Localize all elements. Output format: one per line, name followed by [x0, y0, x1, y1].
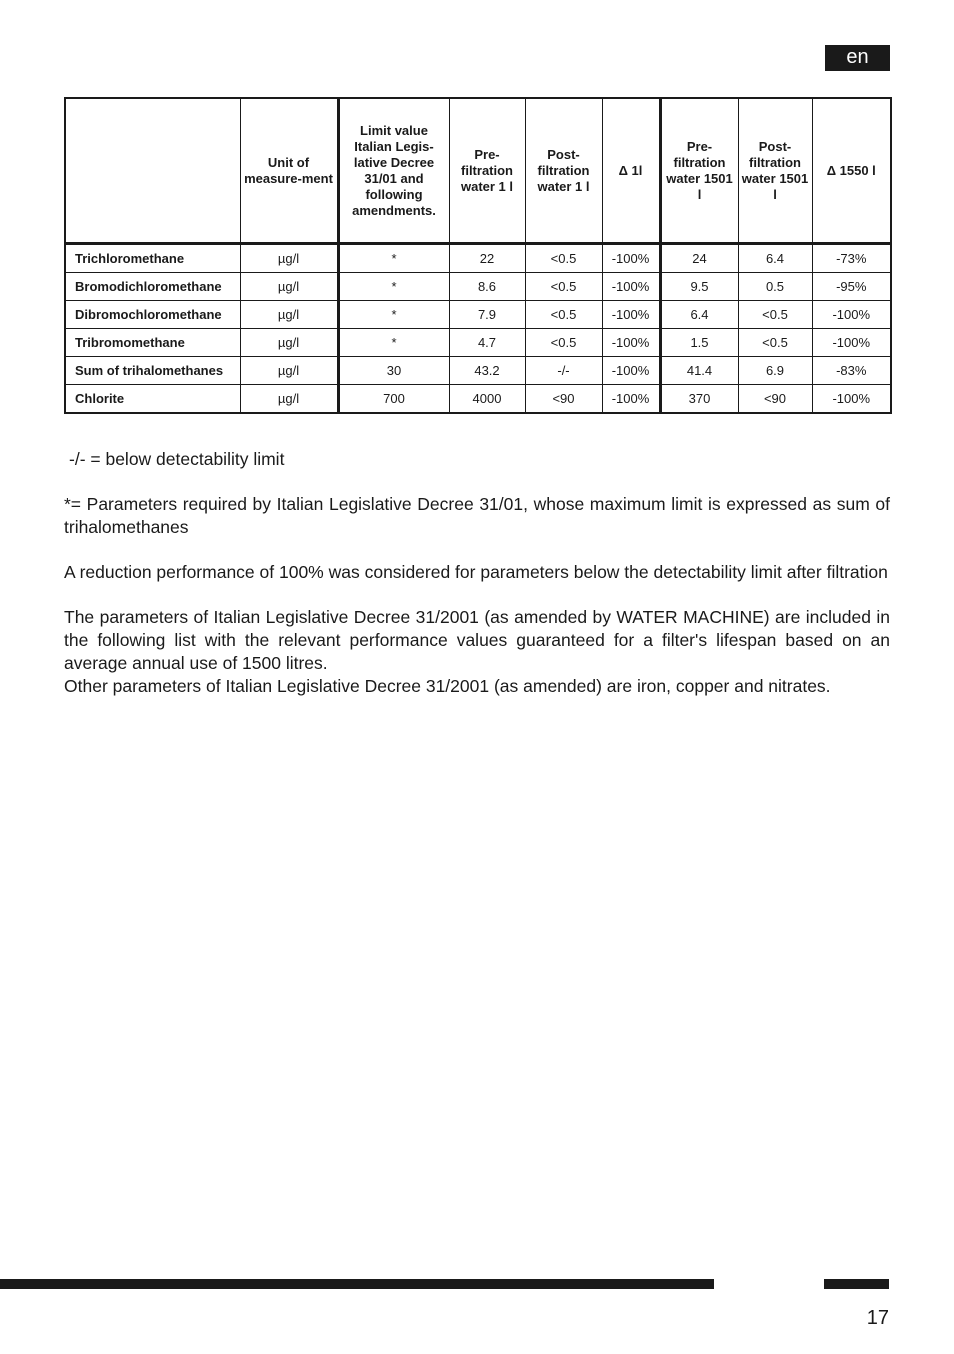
cell-post-1l: <0.5: [525, 329, 602, 357]
cell-pre-1501l: 41.4: [660, 357, 738, 385]
cell-post-1501l: 6.4: [738, 244, 812, 273]
header-post-1l: Post-filtration water 1 l: [525, 98, 602, 244]
language-badge: en: [825, 45, 890, 71]
cell-post-1501l: <90: [738, 385, 812, 414]
page-number: 17: [866, 1307, 889, 1329]
cell-pre-1l: 4000: [449, 385, 525, 414]
cell-pre-1501l: 6.4: [660, 301, 738, 329]
cell-delta-1l: -100%: [602, 273, 660, 301]
header-post-1501l: Post-filtration water 1501 l: [738, 98, 812, 244]
header-pre-1501l: Pre-filtration water 1501 l: [660, 98, 738, 244]
header-delta-1l: Δ 1l: [602, 98, 660, 244]
results-table: [64, 97, 892, 414]
header-delta-1550l: Δ 1550 l: [812, 98, 891, 244]
cell-delta-1550l: -73%: [812, 244, 891, 273]
cell-post-1501l: <0.5: [738, 301, 812, 329]
cell-post-1501l: 0.5: [738, 273, 812, 301]
cell-limit: 30: [338, 357, 449, 385]
cell-pre-1501l: 1.5: [660, 329, 738, 357]
table-row: [65, 244, 891, 273]
cell-post-1l: <0.5: [525, 244, 602, 273]
note-parameters-included: The parameters of Italian Legislative Decree 31/2001 (as amended by WATER MACHINE) are included in the following list with the relevant performance values guaranteed for a filter's lifespan based on an average annual use of 1500 litres.: [64, 607, 890, 673]
cell-delta-1550l: -100%: [812, 385, 891, 414]
cell-delta-1550l: -100%: [812, 301, 891, 329]
cell-delta-1l: -100%: [602, 357, 660, 385]
cell-post-1l: <90: [525, 385, 602, 414]
cell-parameter: Trichloromethane: [65, 244, 240, 273]
note-reduction-performance: A reduction performance of 100% was considered for parameters below the detectability limit after filtration: [64, 562, 888, 582]
header-unit: Unit of measure-ment: [240, 98, 338, 244]
cell-delta-1550l: -100%: [812, 329, 891, 357]
cell-limit: *: [338, 273, 449, 301]
cell-unit: µg/l: [240, 385, 338, 414]
header-parameter: [65, 98, 240, 244]
cell-unit: µg/l: [240, 357, 338, 385]
cell-limit: 700: [338, 385, 449, 414]
cell-parameter: Bromodichloromethane: [65, 273, 240, 301]
cell-unit: µg/l: [240, 244, 338, 273]
cell-post-1501l: 6.9: [738, 357, 812, 385]
cell-pre-1501l: 370: [660, 385, 738, 414]
footer-divider-left: [0, 1279, 714, 1289]
footer-divider-right: [824, 1279, 889, 1289]
cell-pre-1l: 4.7: [449, 329, 525, 357]
note-other-parameters: Other parameters of Italian Legislative Decree 31/2001 (as amended) are iron, copper and nitrates.: [64, 676, 831, 696]
cell-parameter: Chlorite: [65, 385, 240, 414]
cell-pre-1l: 22: [449, 244, 525, 273]
cell-delta-1l: -100%: [602, 385, 660, 414]
note-parameters-required: *= Parameters required by Italian Legislative Decree 31/01, whose maximum limit is expressed as sum of trihalomethanes: [64, 494, 890, 537]
cell-parameter: Dibromochloromethane: [65, 301, 240, 329]
table-row: [65, 273, 891, 301]
cell-post-1501l: <0.5: [738, 329, 812, 357]
cell-parameter: Tribromomethane: [65, 329, 240, 357]
cell-unit: µg/l: [240, 273, 338, 301]
cell-limit: *: [338, 244, 449, 273]
cell-pre-1501l: 9.5: [660, 273, 738, 301]
header-limit-value: Limit value Italian Legis-lative Decree 31/01 and following amendments.: [338, 98, 449, 244]
cell-parameter: Sum of trihalomethanes: [65, 357, 240, 385]
cell-pre-1l: 8.6: [449, 273, 525, 301]
table-header-row: [65, 98, 891, 244]
cell-delta-1550l: -95%: [812, 273, 891, 301]
cell-post-1l: -/-: [525, 357, 602, 385]
cell-limit: *: [338, 301, 449, 329]
cell-pre-1l: 43.2: [449, 357, 525, 385]
cell-unit: µg/l: [240, 329, 338, 357]
table-row: [65, 301, 891, 329]
cell-pre-1l: 7.9: [449, 301, 525, 329]
header-pre-1l: Pre-filtration water 1 l: [449, 98, 525, 244]
cell-delta-1l: -100%: [602, 244, 660, 273]
cell-delta-1l: -100%: [602, 301, 660, 329]
cell-delta-1550l: -83%: [812, 357, 891, 385]
notes-section: [64, 448, 890, 698]
table-row: [65, 385, 891, 414]
cell-delta-1l: -100%: [602, 329, 660, 357]
cell-post-1l: <0.5: [525, 273, 602, 301]
cell-post-1l: <0.5: [525, 301, 602, 329]
cell-limit: *: [338, 329, 449, 357]
table-row: [65, 329, 891, 357]
note-below-limit: -/- = below detectability limit: [69, 449, 285, 469]
cell-unit: µg/l: [240, 301, 338, 329]
cell-pre-1501l: 24: [660, 244, 738, 273]
table-row: [65, 357, 891, 385]
